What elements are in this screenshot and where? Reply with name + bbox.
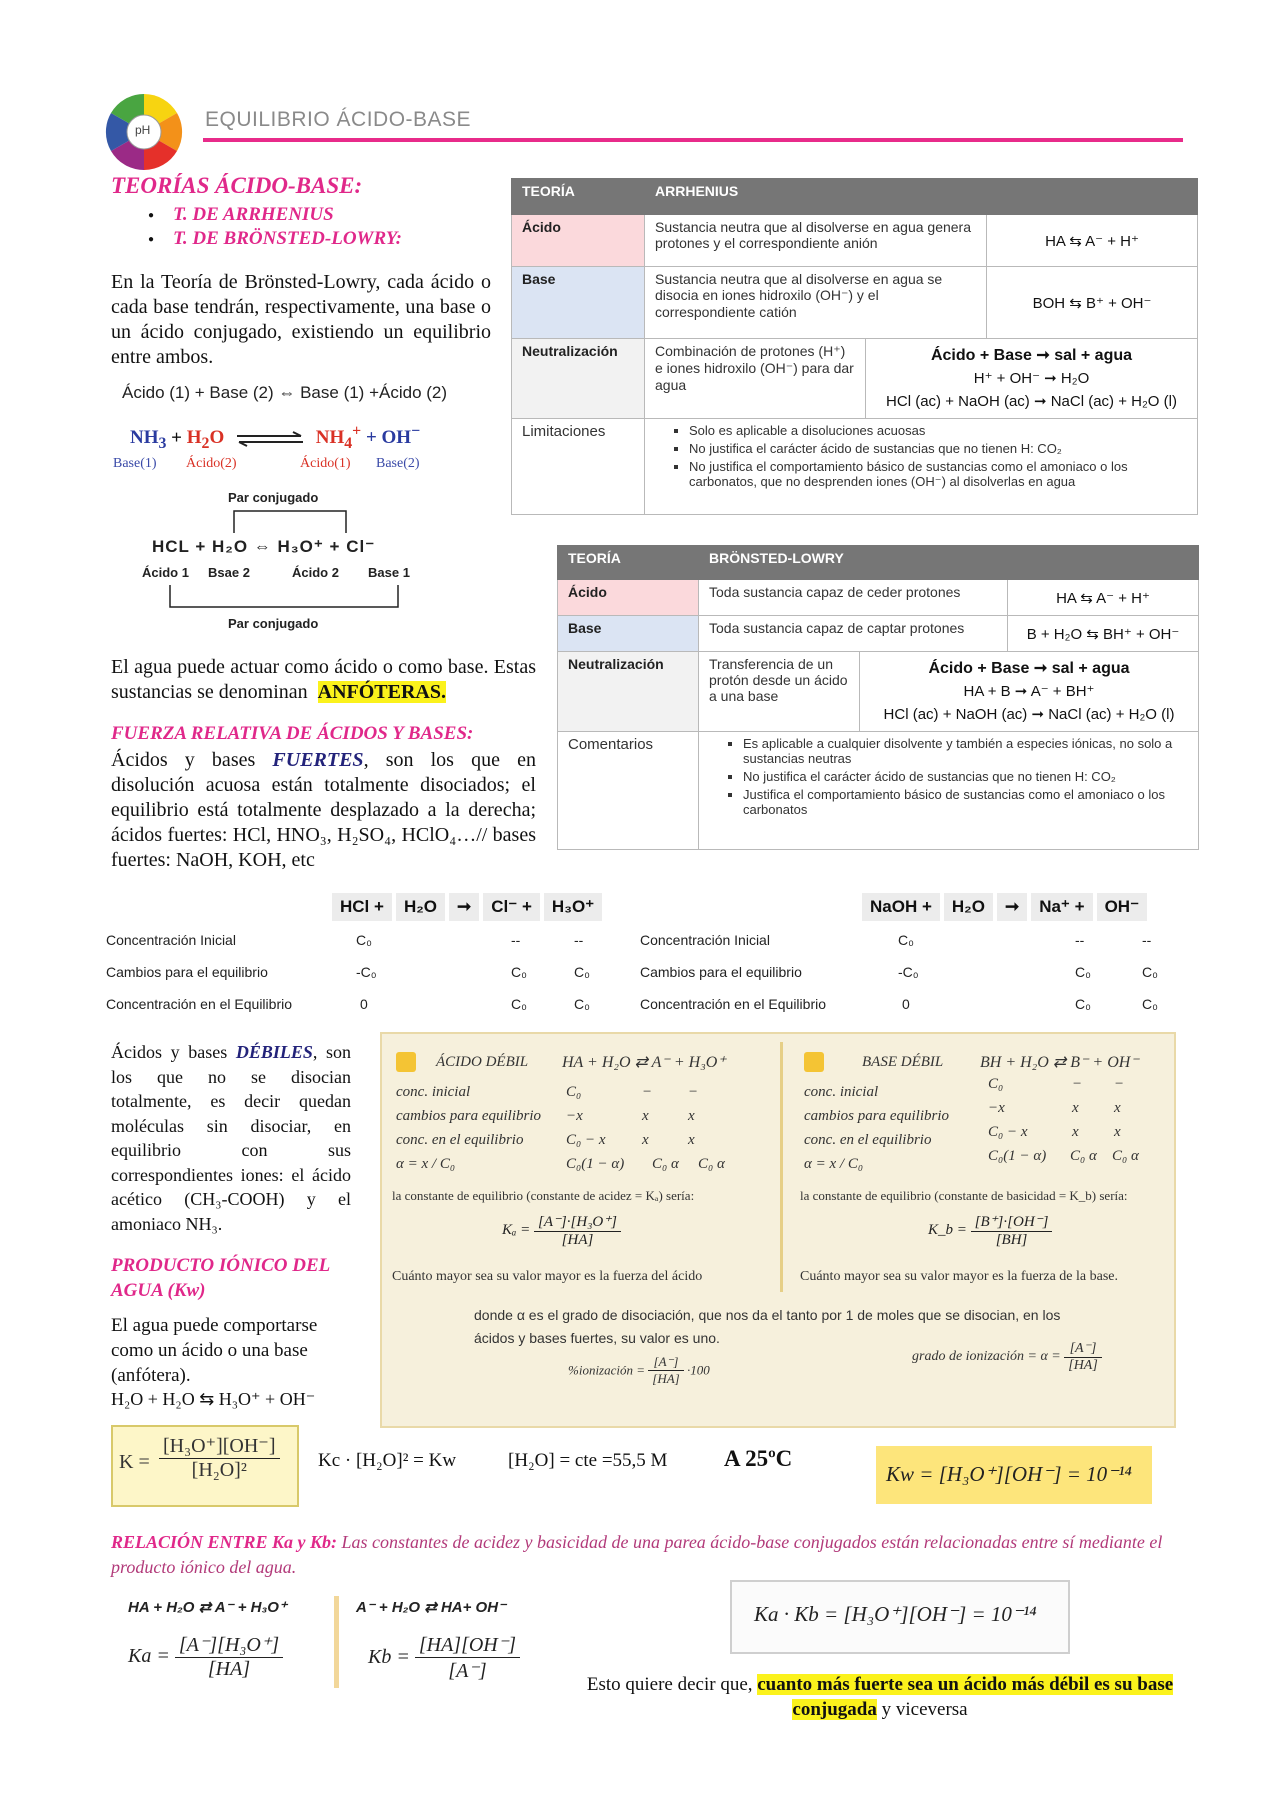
- logo-text: pH: [135, 123, 151, 137]
- grado-formula: grado de ionización = α = $\frac{[A^-]}{[HA]}$: [912, 1340, 1102, 1374]
- list-item: ▪ Justifica el comportamiento básico de sustancias como el amoniaco o los carbonatos: [743, 787, 1188, 817]
- table-row-label: Cambios para el equilibrio: [640, 964, 802, 980]
- ka-formula: Kₐ = $\frac{\text{[A⁻]·[H₃O⁺]}}{[HA]}$: [502, 1212, 621, 1249]
- base-eq: BOH ⇆ B⁺ + OH⁻: [987, 267, 1198, 339]
- neutr-desc: Transferencia de un protón desde un ácido a una base: [699, 652, 860, 732]
- debiles-paragraph: Ácidos y bases DÉBILES, son los que no se disocian totalmente, es decir quedan moléculas sin disociar, en equilibrio con sus correspondientes iones: el ácido acético (CH₃-COOH) y el amoniaco NH₃.: [111, 1042, 351, 1234]
- base-eq: B + H₂O ⇆ BH⁺ + OH⁻: [1008, 616, 1199, 652]
- conjugate-bracket-top: [170, 505, 410, 535]
- note-icon: [804, 1052, 824, 1072]
- list-item: ▪ No justifica el carácter ácido de sustancias que no tienen H: CO₂: [689, 441, 1187, 456]
- base-desc: Toda sustancia capaz de captar protones: [699, 616, 1008, 652]
- naoh-concentration-table: Concentración Inicial C₀ -- -- Cambios para el equilibrio -C₀ C₀ C₀ Concentración en el Equilibrio 0 C₀ C₀: [640, 932, 1158, 1012]
- table-row-label: Concentración en el Equilibrio: [106, 996, 292, 1012]
- list-item: ▪ No justifica el comportamiento básico de sustancias como el amoniaco o los carbonatos, que no desprenden iones (OH⁻) al disolverlas en agua: [689, 459, 1187, 490]
- page-title: EQUILIBRIO ÁCIDO-BASE: [205, 108, 472, 131]
- hcl-equation: HCL + H₂O ⇔ H₃O⁺ + Cl⁻: [152, 537, 376, 556]
- table-row-label: Cambios para el equilibrio: [106, 964, 268, 980]
- neutr-desc: Combinación de protones (H⁺) e iones hidroxilo (OH⁻) para dar agua: [645, 339, 866, 419]
- row-label-comentarios: Comentarios: [558, 732, 699, 850]
- base-note: Cuánto mayor sea su valor mayor es la fuerza de la base.: [800, 1269, 1118, 1284]
- divider: [334, 1596, 339, 1688]
- teorias-heading: TEORÍAS ÁCIDO-BASE:: [111, 173, 363, 198]
- base-desc: Sustancia neutra que al disolverse en agua se disocia en iones hidroxilo (OH⁻) y el correspondiente catión: [645, 267, 987, 339]
- row-label-base: Base: [558, 616, 699, 652]
- kb-reaction: A⁻ + H₂O ⇄ HA+ OH⁻: [356, 1599, 506, 1616]
- divider: [780, 1042, 783, 1292]
- row-label-neutralizacion: Neutralización: [558, 652, 699, 732]
- table-header: TEORÍA: [558, 546, 699, 580]
- row-label-base: Base: [512, 267, 645, 339]
- row-label-acido: Ácido: [558, 580, 699, 616]
- kakb-equation: Ka · Kb = [H₃O⁺][OH⁻] = 10⁻¹⁴: [754, 1602, 1037, 1626]
- header-rule: [203, 138, 1183, 142]
- acid-note: Cuánto mayor sea su valor mayor es la fuerza del ácido: [392, 1269, 703, 1284]
- bronsted-table: [557, 545, 1199, 850]
- list-item: ▪ No justifica el carácter ácido de sustancias que no tienen H: CO₂: [743, 769, 1188, 784]
- table-row-label: Concentración Inicial: [640, 932, 770, 948]
- note-icon: [396, 1052, 416, 1072]
- ionizacion-formula: %ionización = $\frac{[A^-]}{[HA]}$ ·100: [568, 1354, 710, 1386]
- water-equation: H₂O + H₂O ⇆ H₃O⁺ + OH⁻: [111, 1389, 316, 1409]
- general-equation: Ácido (1) + Base (2) ⇔ Base (1) +Ácido (2): [122, 383, 448, 402]
- naoh-species-row: NaOH + H₂O ➞ Na⁺ + OH⁻: [862, 893, 1151, 921]
- fuerza-heading: FUERZA RELATIVA DE ÁCIDOS Y BASES:: [111, 723, 474, 744]
- acido-eq: HA ⇆ A⁻ + H⁺: [1008, 580, 1199, 616]
- list-item: ▪ Es aplicable a cualquier disolvente y también a especies iónicas, no solo a sustancias neutras: [743, 736, 1188, 766]
- table-header: ARRHENIUS: [645, 179, 1198, 215]
- kb-relation-formula: Kb = $\frac{[HA][OH^-]}{[A^-]}$: [368, 1632, 520, 1683]
- relacion-paragraph: RELACIÓN ENTRE Ka y Kb: Las constantes de acidez y basicidad de una parea ácido-base conjugados están relacionadas entre sí mediante el producto iónico del agua.: [111, 1532, 1163, 1577]
- nh3-equation: $NH_3 + H_2O$ $NH_4^+ + OH^-$: [130, 423, 421, 453]
- kc-equation: Kc · [H₂O]² = Kw: [318, 1450, 457, 1471]
- producto-paragraph: El agua puede comportarse como un ácido o una base (anfótera).: [111, 1315, 318, 1386]
- acido-desc: Sustancia neutra que al disolverse en agua genera protones y el correspondiente anión: [645, 215, 987, 267]
- kb-text: la constante de equilibrio (constante de basicidad = K_b) sería:: [800, 1188, 1128, 1203]
- weak-acid-base-box: ÁCIDO DÉBIL HA + H₂O ⇄ A⁻ + H₃O⁺ conc. inicial cambios para equilibrio conc. en el equilibrio α = x / C₀ C₀ − − −x x x C₀ − x x x C₀(1 − α) C₀ α C₀ α la constante de equilibrio (constante de acidez = Kₐ) sería: Kₐ = $\frac{\text{[A⁻]·[H₃O⁺]}}{[HA]}$ Cuánto mayor sea su valor mayor es la fuerza del ácido BASE DÉBIL BH + H₂O ⇄ B⁻ + OH⁻ conc. inicial cambios para equilibrio conc. en el equilibrio α = x / C₀ C₀ − − −x x x C₀ − x x x C₀(1 − α) C₀ α C₀ α la constante de equilibrio (constante de basicidad = K_b) sería: K_b = $\frac{[B^+]\cdot[OH^-]}{[BH]}$ Cuánto mayor sea su valor mayor es la fuerza de la base. donde α es el grado de disociación, que nos da el tanto por 1 de moles que se disocian, en los ácidos y bases fuertes, su valor es uno. %ionización = $\frac{[A^-]}{[HA]}$ ·100 grado de ionización = α = $\frac{[A^-]}{[HA]}$: [380, 1032, 1176, 1428]
- base-equation: BH + H₂O ⇄ B⁻ + OH⁻: [980, 1054, 1139, 1071]
- agua-paragraph: El agua puede actuar como ácido o como base. Estas sustancias se denominan ANFÓTERAS.: [111, 656, 536, 703]
- conclusion-paragraph: Esto quiere decir que, cuanto más fuerte sea un ácido más débil es su base conjugada y viceversa: [586, 1674, 1174, 1720]
- ka-text: la constante de equilibrio (constante de acidez = Kₐ) sería:: [392, 1188, 695, 1203]
- row-label-acido: Ácido: [512, 215, 645, 267]
- hcl-species-row: HCl + H₂O ➞ Cl⁻ + H₃O⁺: [332, 893, 606, 921]
- alpha-text: donde α es el grado de disociación, que nos da el tanto por 1 de moles que se disocian, en los ácidos y bases fuertes, su valor es uno.: [474, 1307, 1061, 1346]
- hcl-concentration-table: Concentración Inicial C₀ -- -- Cambios para el equilibrio -C₀ C₀ C₀ Concentración en el Equilibrio 0 C₀ C₀: [106, 932, 590, 1012]
- acid-title: ÁCIDO DÉBIL: [436, 1054, 529, 1070]
- ka-reaction: HA + H₂O ⇄ A⁻ + H₃O⁺: [128, 1599, 287, 1616]
- intro-paragraph: En la Teoría de Brönsted-Lowry, cada ácido o cada base tendrán, respectivamente, una base o un ácido conjugado, existiendo un equilibrio entre ambos.: [111, 271, 491, 368]
- kw-equation: Kw = [H₃O⁺][OH⁻] = 10⁻¹⁴: [886, 1462, 1132, 1486]
- acid-equation: HA + H₂O ⇄ A⁻ + H₃O⁺: [562, 1054, 726, 1071]
- table-header: BRÖNSTED-LOWRY: [699, 546, 1199, 580]
- fuerza-paragraph: Ácidos y bases FUERTES, son los que en disolución acuosa están totalmente disociados; el equilibrio está totalmente desplazado a la derecha; ácidos fuertes: HCl, HNO₃, H₂SO₄, HClO₄…// bases fuertes: NaOH, KOH, etc: [111, 749, 536, 871]
- limitaciones-list: [645, 419, 1198, 515]
- h2o-constant: [H₂O] = cte =55,5 M: [508, 1450, 668, 1471]
- neutr-eqs: Ácido + Base ➞ sal + agua H⁺ + OH⁻ ➞ H₂O HCl (ac) + NaOH (ac) ➞ NaCl (ac) + H₂O (l): [866, 339, 1198, 419]
- row-label-neutralizacion: Neutralización: [512, 339, 645, 419]
- list-item: ● T. DE BRÖNSTED-LOWRY:: [148, 228, 402, 249]
- comentarios-list: [699, 732, 1199, 850]
- conclusion-highlight: cuanto más fuerte sea un ácido más débil es su base conjugada: [757, 1674, 1174, 1720]
- k-formula-box: K = $\frac{\text{[H₃O⁺][OH⁻]}}{\text{[H₂O]²}}$: [111, 1425, 299, 1507]
- table-row-label: Concentración en el Equilibrio: [640, 996, 826, 1012]
- par-conjugado-bottom: Par conjugado: [228, 616, 319, 631]
- neutr-eqs: Ácido + Base ➞ sal + agua HA + B ➞ A⁻ + BH⁺ HCl (ac) + NaOH (ac) ➞ NaCl (ac) + H₂O (l): [860, 652, 1199, 732]
- conjugate-bracket-bottom: [150, 583, 410, 613]
- table-header: TEORÍA: [512, 179, 645, 215]
- list-item: ● T. DE ARRHENIUS: [148, 204, 334, 225]
- table-row-label: Concentración Inicial: [106, 932, 236, 948]
- list-item: ▪ Solo es aplicable a disoluciones acuosas: [689, 423, 1187, 438]
- par-conjugado-top: Par conjugado: [228, 490, 319, 505]
- kb-formula: K_b = $\frac{[B^+]\cdot[OH^-]}{[BH]}$: [928, 1212, 1052, 1249]
- ka-relation-formula: Ka = $\frac{\text{[A⁻][H₃O⁺]}}{[HA]}$: [128, 1632, 283, 1681]
- anfoteras-highlight: ANFÓTERAS.: [317, 681, 446, 703]
- acido-eq: HA ⇆ A⁻ + H⁺: [987, 215, 1198, 267]
- arrhenius-table: [511, 178, 1198, 515]
- acido-desc: Toda sustancia capaz de ceder protones: [699, 580, 1008, 616]
- logo-icon: [104, 92, 184, 172]
- row-label-limitaciones: Limitaciones: [512, 419, 645, 515]
- base-title: BASE DÉBIL: [862, 1054, 944, 1070]
- temperature: A 25ºC: [724, 1446, 793, 1471]
- theory-list: [148, 204, 402, 250]
- producto-heading: PRODUCTO IÓNICO DEL AGUA (Kw): [111, 1255, 330, 1301]
